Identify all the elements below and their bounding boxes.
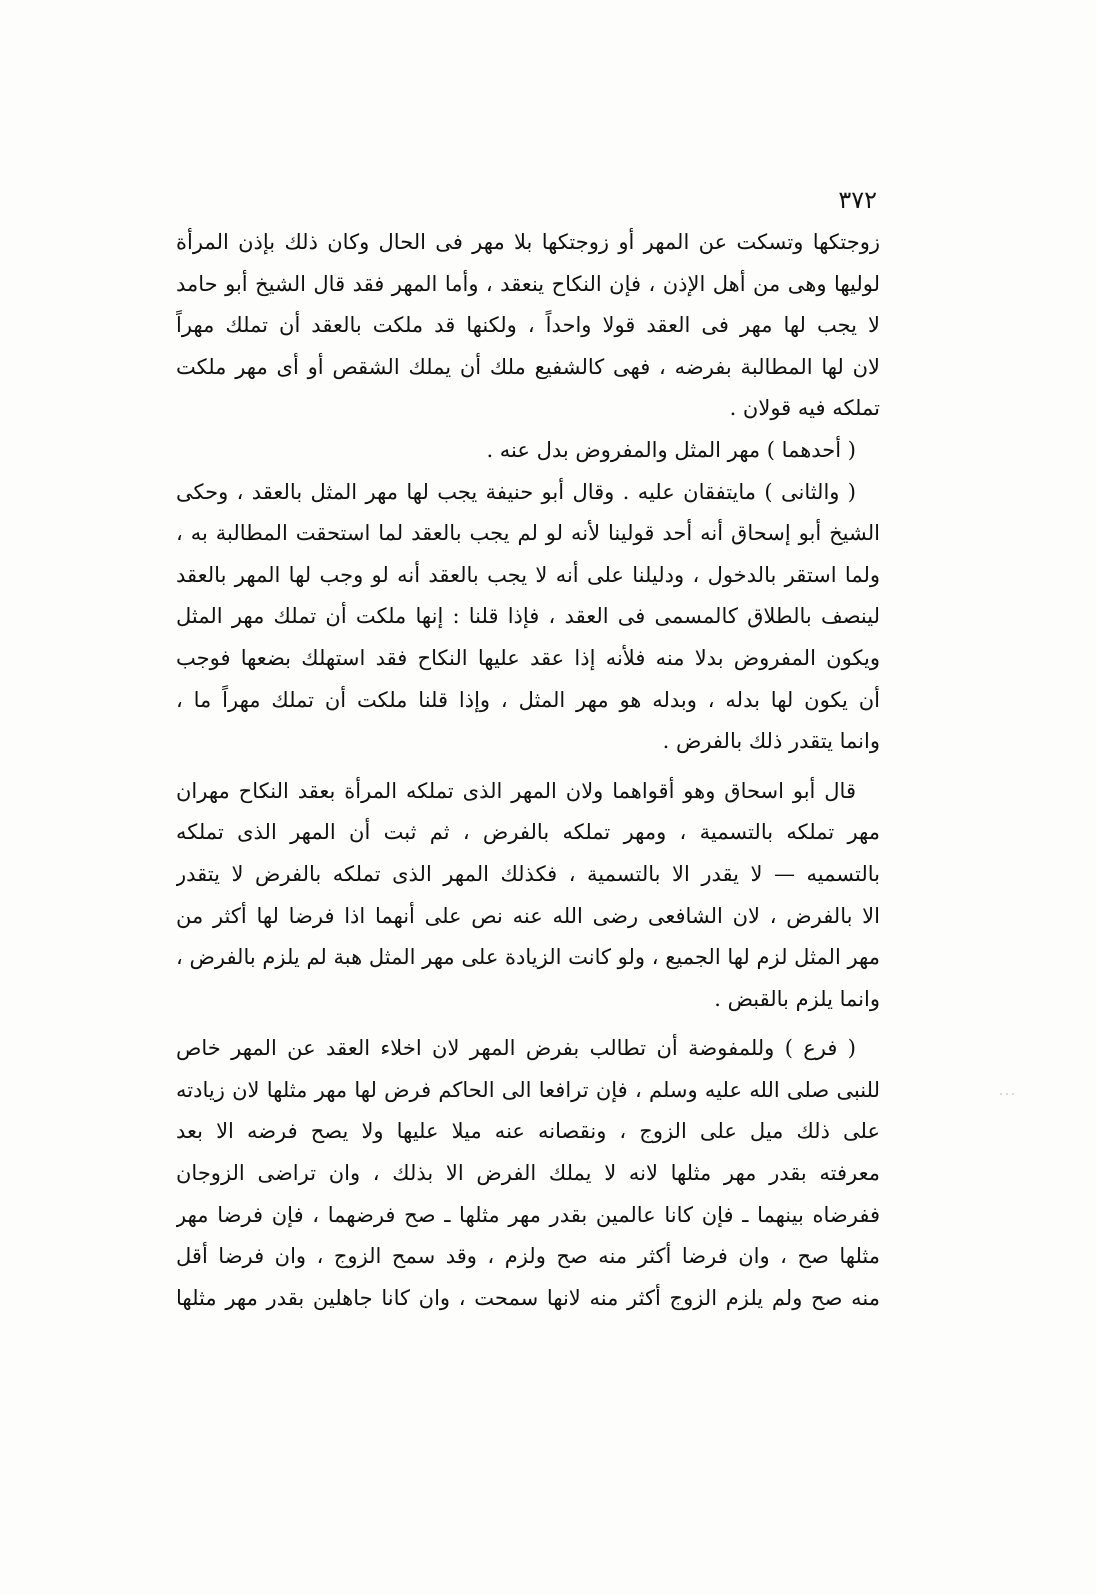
text-line: الا بالفرض ، لان الشافعى رضى الله عنه نص على أنهما اذا فرضا لها أكثر من — [176, 903, 880, 928]
speck-dot — [1006, 1093, 1008, 1095]
speck-dot — [1000, 1093, 1002, 1095]
scan-speckle — [1000, 1080, 1040, 1090]
text-line: لان لها المطالبة بفرضه ، فهى كالشفيع ملك أن يملك الشقص أو أى مهر ملكت — [176, 354, 880, 379]
text-line: ولما استقر بالدخول ، ودليلنا على أنه لا يجب بالعقد أنه لو وجب لها المهر بالعقد — [176, 562, 880, 587]
text-line: ( والثانى ) مايتفقان عليه . وقال أبو حنيفة يجب لها مهر المثل بالعقد ، وحكى — [176, 479, 856, 504]
text-line: معرفته بقدر مهر مثلها لانه لا يملك الفرض الا بذلك ، وان تراضى الزوجان — [176, 1161, 880, 1186]
body-text — [176, 222, 880, 1319]
text-line: تملكه فيه قولان . — [729, 396, 880, 421]
text-line: على ذلك ميل على الزوج ، ونقصانه عنه ميلا عليها ولا يصح فرضه الا بعد — [176, 1119, 880, 1144]
text-line: لا يجب لها مهر فى العقد قولا واحداً ، ولكنها قد ملكت بالعقد أن تملك مهراً — [176, 313, 880, 338]
text-line: ويكون المفروض بدلا منه فلأنه إذا عقد عليها النكاح فقد استهلك بضعها فوجب — [176, 645, 880, 670]
text-line: قال أبو اسحاق وهو أقواهما ولان المهر الذى تملكه المرأة بعقد النكاح مهران — [176, 778, 856, 803]
text-line: مهر تملكه بالتسمية ، ومهر تملكه بالفرض ، ثم ثبت أن المهر الذى تملكه — [176, 820, 880, 845]
text-line: لوليها وهى من أهل الإذن ، فإن النكاح ينعقد ، وأما المهر فقد قال الشيخ أبو حامد — [176, 271, 880, 296]
text-line: وانما يتقدر ذلك بالفرض . — [662, 729, 880, 754]
text-line: الشيخ أبو إسحاق أنه أحد قولينا لأنه لو لم يجب بالعقد لما استحقت المطالبة به ، — [176, 521, 880, 546]
text-line: مهر المثل لزم لها الجميع ، ولو كانت الزيادة على مهر المثل هبة لم يلزم بالفرض ، — [176, 945, 880, 970]
text-line: للنبى صلى الله عليه وسلم ، فإن ترافعا الى الحاكم فرض لها مهر مثلها لان زيادته — [176, 1077, 880, 1102]
text-line: ففرضاه بينهما ـ فإن كانا عالمين بقدر مهر مثلها ـ صح فرضهما ، فإن فرضا مهر — [176, 1202, 880, 1227]
speck-dot — [1012, 1093, 1014, 1095]
text-line: مثلها صح ، وان فرضا أكثر منه صح ولزم ، وقد سمح الزوج ، وان فرضا أقل — [176, 1244, 880, 1269]
text-line: ( أحدهما ) مهر المثل والمفروض بدل عنه . — [486, 437, 856, 462]
text-line: لينصف بالطلاق كالمسمى فى العقد ، فإذا قلنا : إنها ملكت أن تملك مهر المثل — [176, 604, 880, 629]
paragraph-gap — [176, 763, 880, 771]
page-number: ٣٧٢ — [838, 186, 877, 214]
paragraph-gap — [176, 1020, 880, 1028]
text-line: ( فرع ) وللمفوضة أن تطالب بفرض المهر لان اخلاء العقد عن المهر خاص — [176, 1036, 856, 1061]
text-line: منه صح ولم يلزم الزوج أكثر منه لانها سمحت ، وان كانا جاهلين بقدر مهر مثلها — [176, 1285, 880, 1310]
text-line: أن يكون لها بدله ، وبدله هو مهر المثل ، وإذا قلنا ملكت أن تملك مهراً ما ، — [176, 687, 880, 712]
text-line: زوجتكها وتسكت عن المهر أو زوجتكها بلا مهر فى الحال وكان ذلك بإذن المرأة — [176, 230, 880, 254]
text-line: وانما يلزم بالقبض . — [714, 986, 880, 1011]
text-line: بالتسميه — لا يقدر الا بالتسمية ، فكذلك المهر الذى تملكه بالفرض لا يتقدر — [176, 861, 880, 886]
